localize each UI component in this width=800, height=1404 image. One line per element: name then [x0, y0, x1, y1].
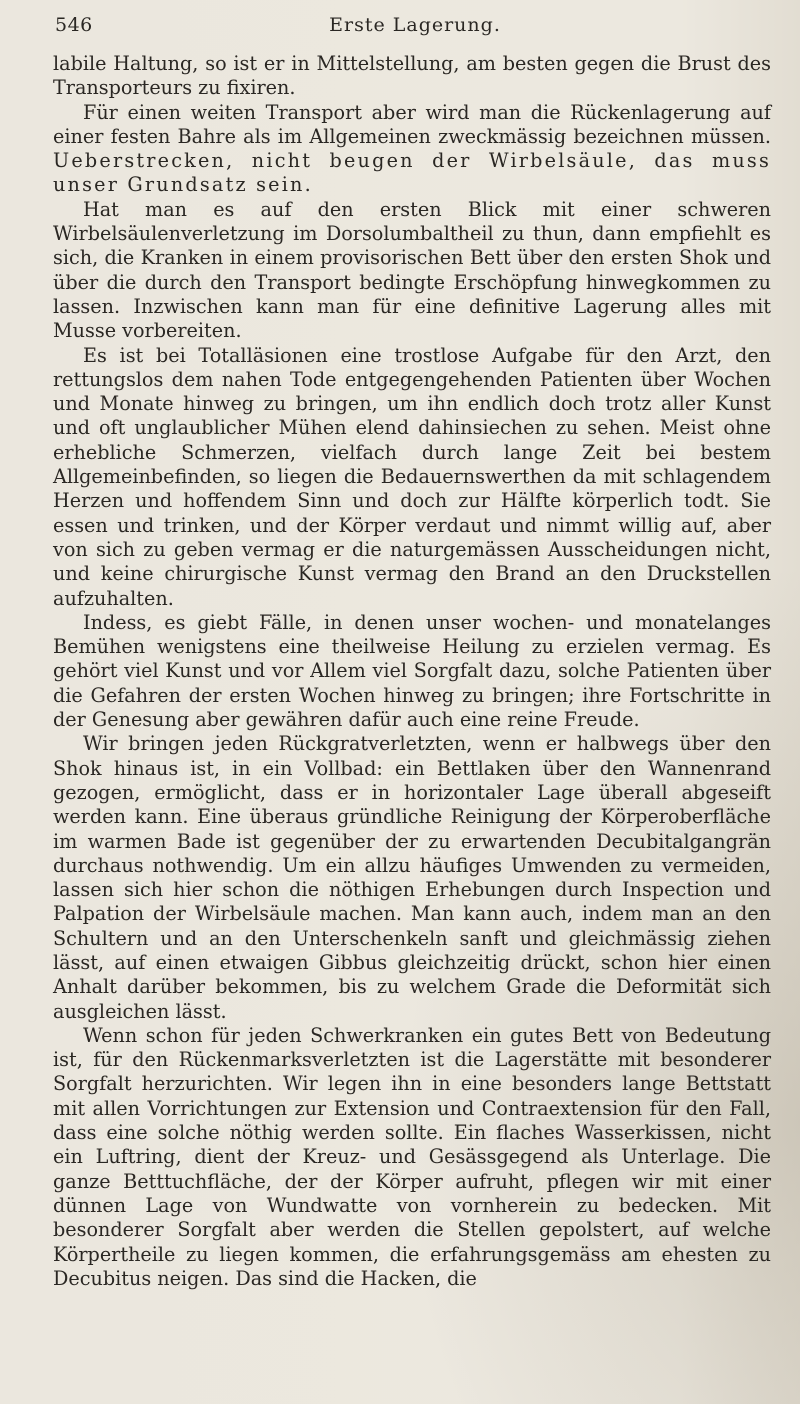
paragraph — [53, 1024, 771, 1291]
text-run: Indess, es giebt Fälle, in denen unser wochen- und monatelanges Bemühen wenigstens eine theilweise Heilung zu erzielen vermag. Es gehört viel Kunst und vor Allem viel Sorgfalt dazu, solche Patienten über die Gefahren der ersten Wochen hinweg zu bringen; ihre Fortschritte in der Genesung aber gewähren dafür auch eine reine Freude. — [53, 610, 771, 732]
paragraph — [53, 611, 771, 732]
text-run: Wir bringen jeden Rückgratverletzten, wenn er halbwegs über den Shok hinaus ist, in ein Vollbad: ein Bettlaken über den Wannenrand gezogen, ermöglicht, dass er in horizontaler Lage überall abgeseift werden kann. Eine überaus gründliche Reinigung der Körperoberfläche im warmen Bade ist gegenüber der zu erwartenden Decubitalgangrän durchaus nothwendig. Um ein allzu häufiges Umwenden zu vermeiden, lassen sich hier schon die nöthigen Erhebungen durch Inspection und Palpation der Wirbelsäule machen. Man kann auch, indem man an den Schultern und an den Unterschenkeln sanft und gleichmässig ziehen lässt, auf einen etwaigen Gibbus gleichzeitig drückt, schon hier einen Anhalt darüber bekommen, bis zu welchem Grade die Deformität sich ausgleichen lässt. — [53, 732, 771, 1023]
paragraph — [53, 52, 771, 101]
page-header — [55, 14, 775, 44]
text-run: labile Haltung, so ist er in Mittelstellung, am besten gegen die Brust des Transporteurs zu fixiren. — [53, 52, 771, 100]
running-head: Erste Lagerung. — [329, 14, 501, 36]
page-number: 546 — [55, 14, 93, 36]
paragraph — [53, 101, 771, 198]
body-text — [53, 52, 771, 1291]
paragraph — [53, 344, 771, 611]
paragraph — [53, 198, 771, 344]
text-run: Für einen weiten Transport aber wird man die Rückenlagerung auf einer festen Bahre als im Allgemeinen zweckmässig bezeichnen müssen. — [53, 100, 771, 148]
text-run: Hat man es auf den ersten Blick mit einer schweren Wirbelsäulenverletzung im Dorsolumbaltheil zu thun, dann empfiehlt es sich, die Kranken in einem provisorischen Bett über den ersten Shok und über die durch den Transport bedingte Erschöpfung hinwegkommen zu lassen. Inzwischen kann man für eine definitive Lagerung alles mit Musse vorbereiten. — [53, 197, 771, 343]
paragraph — [53, 732, 771, 1024]
text-run: Es ist bei Totalläsionen eine trostlose Aufgabe für den Arzt, den rettungslos dem nahen Tode entgegengehenden Patienten über Wochen und Monate hinweg zu bringen, um ihn endlich doch trotz aller Kunst und oft unglaublicher Mühen elend dahinsiechen zu sehen. Meist ohne erhebliche Schmerzen, vielfach durch lange Zeit bei bestem Allgemeinbefinden, so liegen die Bedauernswerthen da mit schlagendem Herzen und hoffendem Sinn und doch zur Hälfte körperlich todt. Sie essen und trinken, und der Körper verdaut und nimmt willig auf, aber von sich zu geben vermag er die naturgemässen Ausscheidungen nicht, und keine chirurgische Kunst vermag den Brand an den Druckstellen aufzuhalten. — [53, 343, 771, 610]
emphasis-spaced-text: Ueberstrecken, nicht beugen der Wirbelsäule, das muss unser Grundsatz sein. — [53, 149, 771, 197]
text-run: Wenn schon für jeden Schwerkranken ein gutes Bett von Bedeutung ist, für den Rückenmarksverletzten ist die Lagerstätte mit besonderer Sorgfalt herzurichten. Wir legen ihn in eine besonders lange Bettstatt mit allen Vorrichtungen zur Extension und Contraextension für den Fall, dass eine solche nöthig werden sollte. Ein flaches Wasserkissen, nicht ein Luftring, dient der Kreuz- und Gesässgegend als Unterlage. Die ganze Betttuchfläche, der der Körper aufruht, pflegen wir mit einer dünnen Lage von Wundwatte von vornherein zu bedecken. Mit besonderer Sorgfalt aber werden die Stellen gepolstert, auf welche Körpertheile zu liegen kommen, die erfahrungsgemäss am ehesten zu Decubitus neigen. Das sind die Hacken, die — [53, 1023, 771, 1290]
